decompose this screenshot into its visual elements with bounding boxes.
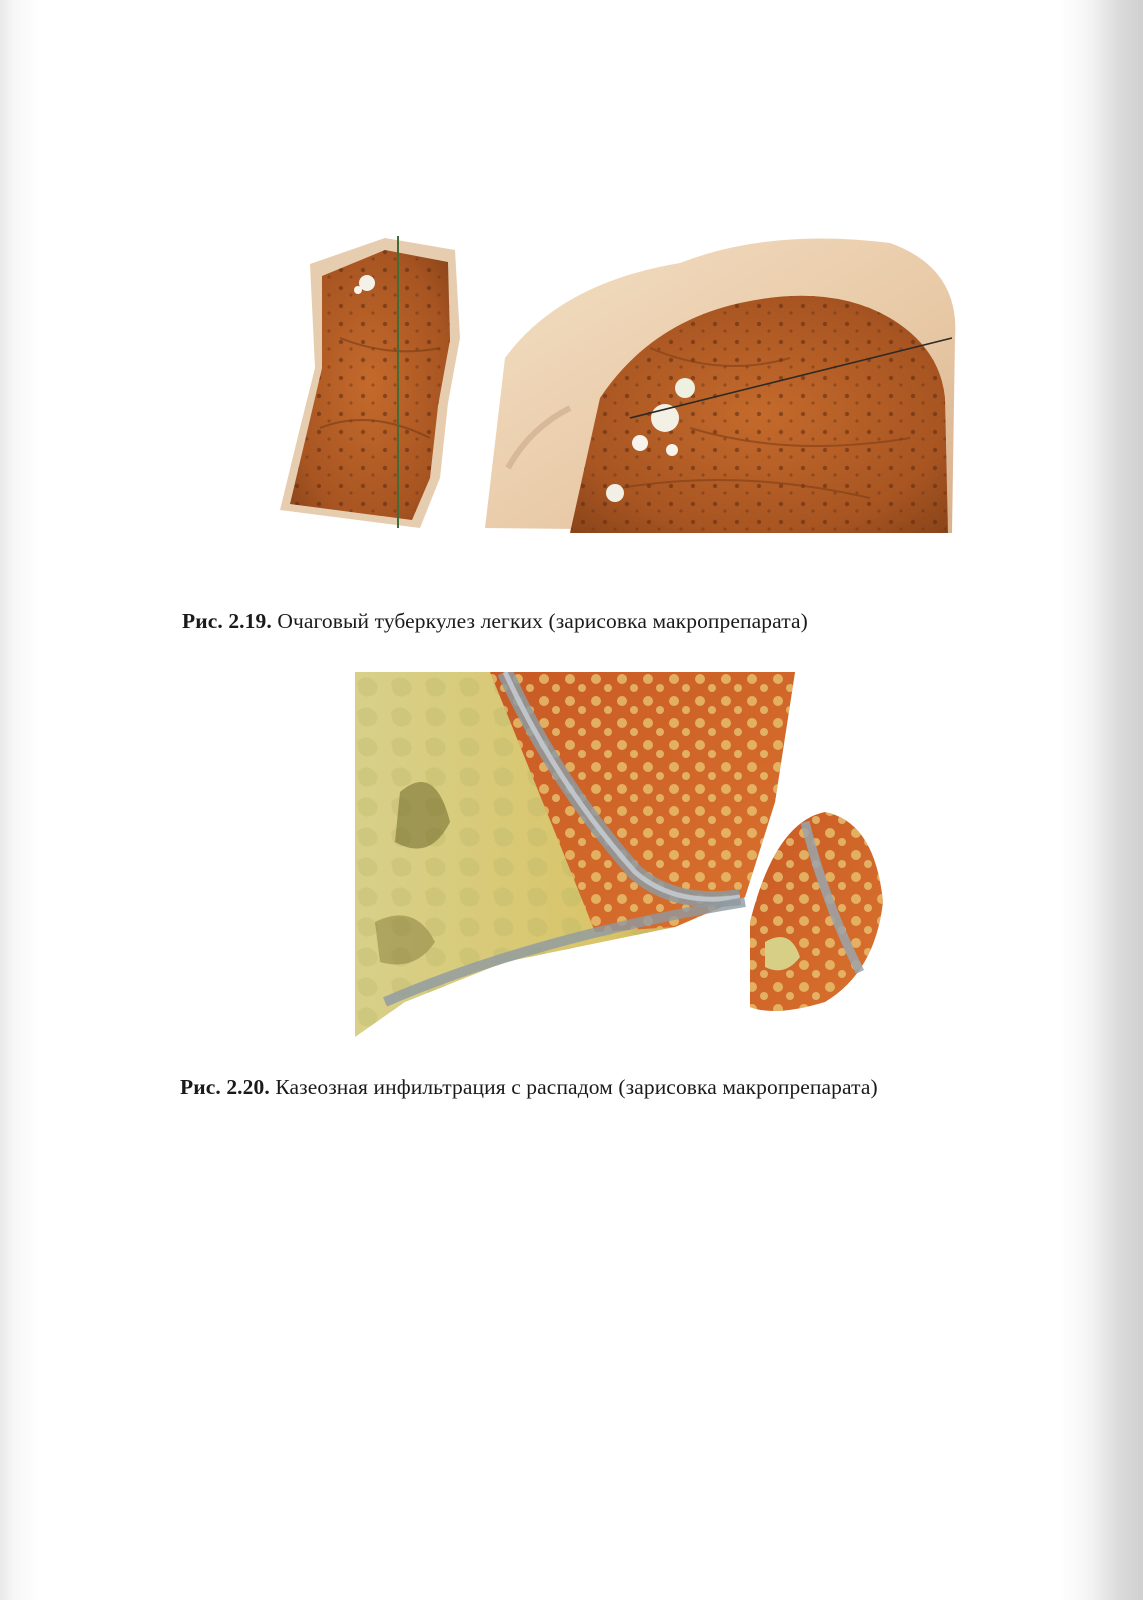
- figure-2-19-caption: [182, 609, 808, 634]
- lung-section-small: [750, 812, 883, 1011]
- lung-section-large: [355, 672, 795, 1037]
- figure-2-20-number: Рис. 2.20.: [180, 1075, 270, 1099]
- figure-2-19-illustration: [270, 228, 980, 548]
- figure-2-20-illustration: [355, 672, 900, 1050]
- lung-fragment-right: [485, 239, 955, 534]
- figure-2-20-text: Казеозная инфильтрация с распадом (зарисовка макропрепарата): [275, 1075, 878, 1099]
- lung-fragment-left: [280, 236, 460, 528]
- figure-2-19-text: Очаговый туберкулез легких (зарисовка макропрепарата): [277, 609, 808, 633]
- figure-2-20-caption: [180, 1075, 878, 1100]
- figure-2-19-number: Рис. 2.19.: [182, 609, 272, 633]
